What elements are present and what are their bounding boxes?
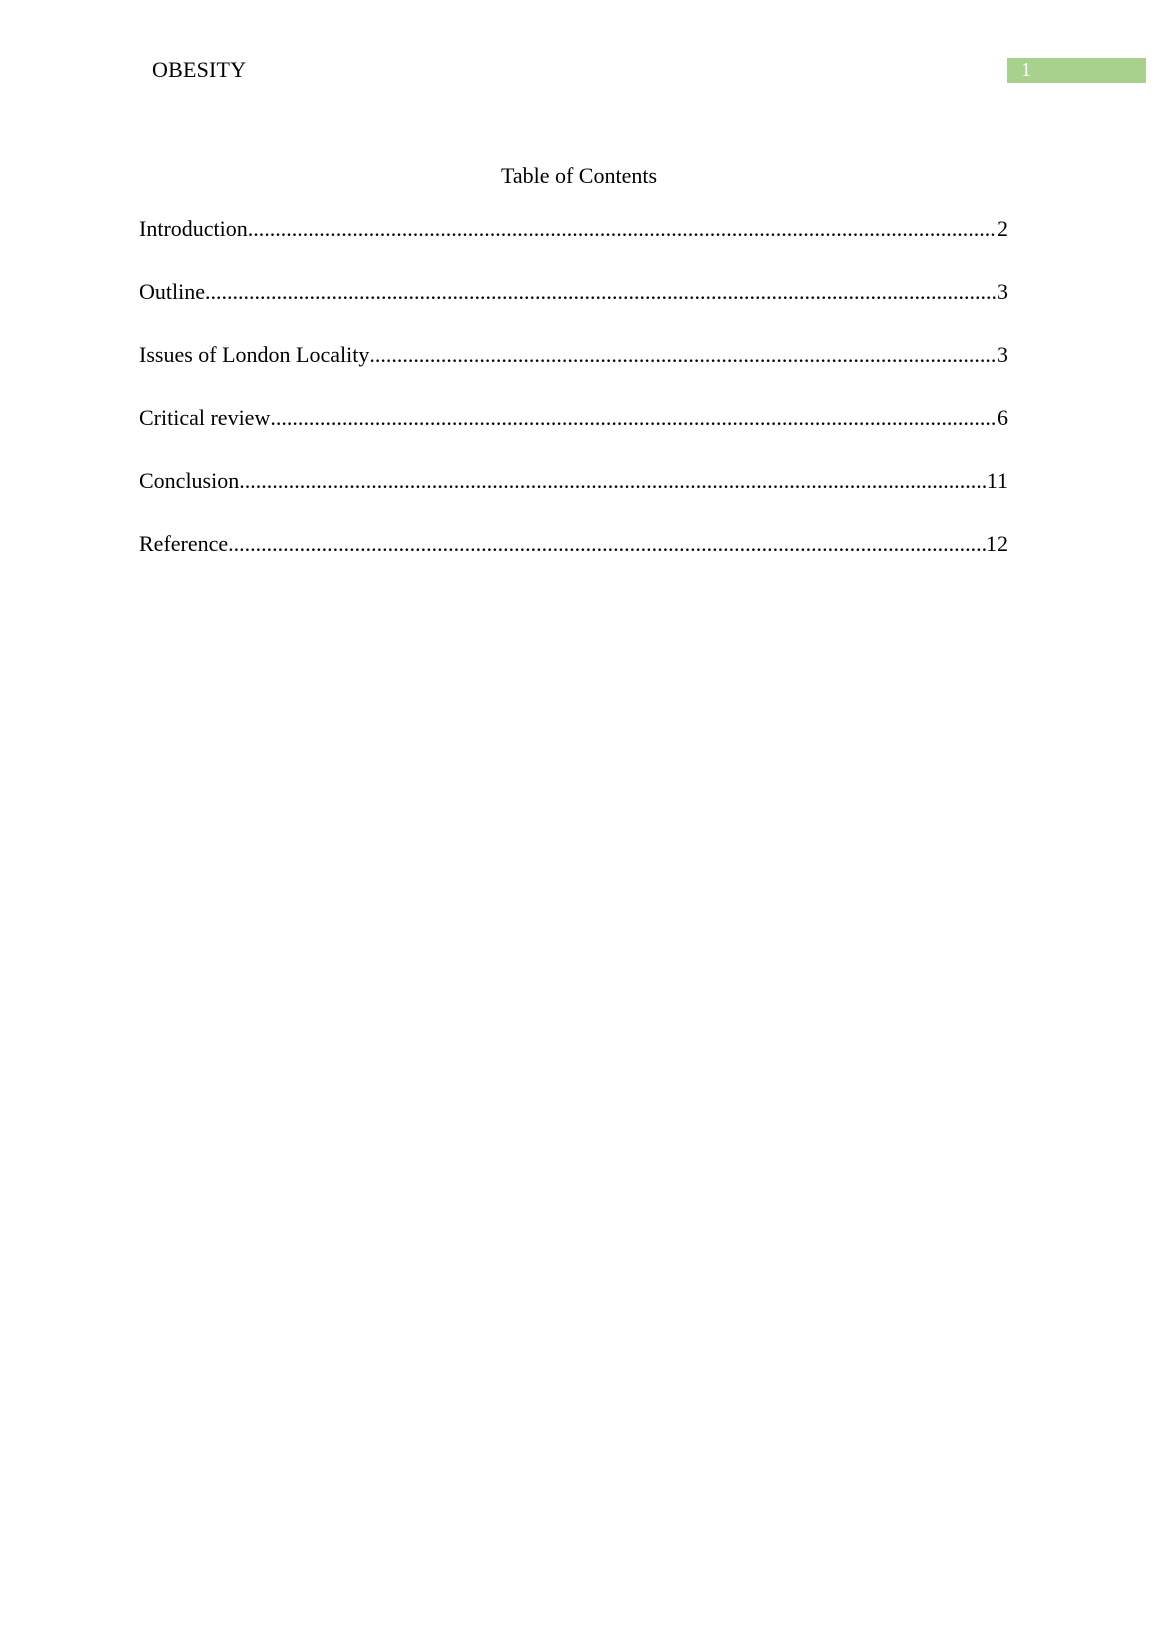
page-number-badge (1007, 58, 1146, 83)
toc-entry-label: Critical review (139, 405, 271, 430)
toc-entry-label: Introduction (139, 216, 248, 241)
toc-list (139, 215, 1008, 593)
toc-entry-page: 2 (997, 216, 1008, 241)
toc-entry-label: Issues of London Locality (139, 342, 370, 367)
toc-dot-leader (205, 278, 997, 306)
toc-entry-page: 6 (997, 405, 1008, 430)
toc-entry-critical-review[interactable] (139, 404, 1008, 467)
toc-entry-page: 11 (986, 468, 1008, 493)
toc-entry-issues-of-london-locality[interactable] (139, 341, 1008, 404)
toc-entry-page: 3 (997, 279, 1008, 304)
toc-dot-leader (228, 530, 986, 558)
page-number: 1 (1021, 59, 1031, 81)
toc-entry-introduction[interactable] (139, 215, 1008, 278)
toc-entry-page: 3 (997, 342, 1008, 367)
toc-entry-label: Conclusion (139, 468, 240, 493)
toc-dot-leader (239, 467, 987, 495)
toc-entry-outline[interactable] (139, 278, 1008, 341)
toc-dot-leader (248, 215, 997, 243)
toc-entry-page: 12 (986, 531, 1008, 556)
toc-entry-conclusion[interactable] (139, 467, 1008, 530)
toc-dot-leader (369, 341, 997, 369)
toc-entry-label: Reference (139, 531, 229, 556)
toc-title: Table of Contents (500, 163, 658, 188)
toc-entry-reference[interactable] (139, 530, 1008, 593)
toc-entry-label: Outline (139, 279, 205, 304)
running-head: OBESITY (152, 57, 247, 82)
toc-dot-leader (270, 404, 997, 432)
